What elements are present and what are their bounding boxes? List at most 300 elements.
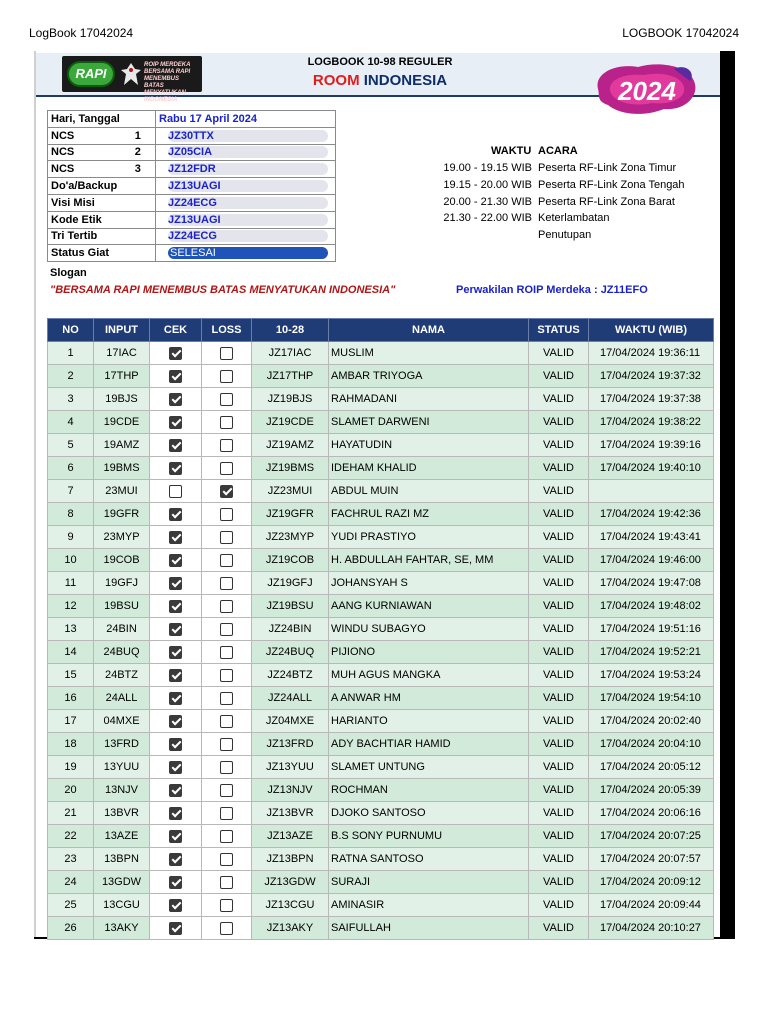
cell-status: VALID	[529, 848, 589, 871]
cell-loss	[202, 779, 252, 802]
cell-no: 24	[48, 871, 94, 894]
room-name: INDONESIA	[363, 72, 448, 89]
schedule-head-time: WAKTU	[491, 145, 532, 157]
cell-status: VALID	[529, 549, 589, 572]
info-row	[48, 194, 336, 211]
cell-status: VALID	[529, 595, 589, 618]
cell-callsign: JZ19GFJ	[252, 572, 329, 595]
cell-no: 12	[48, 595, 94, 618]
cell-waktu	[589, 480, 714, 503]
table-row	[48, 595, 714, 618]
cell-callsign: JZ24ALL	[252, 687, 329, 710]
event-info-table	[47, 110, 336, 262]
cell-no: 14	[48, 641, 94, 664]
cell-cek	[150, 434, 202, 457]
schedule-activity: Penutupan	[538, 229, 592, 242]
cell-no: 21	[48, 802, 94, 825]
cek-checkbox[interactable]	[169, 600, 182, 613]
table-row	[48, 480, 714, 503]
cell-nama: JOHANSYAH S	[329, 572, 529, 595]
cell-input: 19GFR	[94, 503, 150, 526]
cell-input: 13BPN	[94, 848, 150, 871]
rapi-logo	[62, 56, 202, 103]
loss-checkbox[interactable]	[220, 669, 233, 682]
cell-nama: PIJIONO	[329, 641, 529, 664]
table-row	[48, 687, 714, 710]
cek-checkbox[interactable]	[169, 393, 182, 406]
cell-input: 23MYP	[94, 526, 150, 549]
cell-input: 24BIN	[94, 618, 150, 641]
col-input: INPUT	[94, 319, 150, 342]
info-value: JZ24ECG	[168, 230, 328, 242]
page-header-right: LOGBOOK 17042024	[622, 26, 739, 40]
cell-status: VALID	[529, 618, 589, 641]
col-callsign: 10-28	[252, 319, 329, 342]
cek-checkbox[interactable]	[169, 738, 182, 751]
loss-checkbox[interactable]	[220, 922, 233, 935]
loss-checkbox[interactable]	[220, 784, 233, 797]
cek-checkbox[interactable]	[169, 899, 182, 912]
schedule-activity: Peserta RF-Link Zona Timur	[538, 162, 677, 174]
col-status: STATUS	[529, 319, 589, 342]
cek-checkbox[interactable]	[169, 531, 182, 544]
cell-status: VALID	[529, 388, 589, 411]
cell-cek	[150, 503, 202, 526]
cek-checkbox[interactable]	[169, 508, 182, 521]
cek-checkbox[interactable]	[169, 853, 182, 866]
cell-no: 7	[48, 480, 94, 503]
info-key: Status Giat	[48, 245, 156, 262]
cell-nama: MUSLIM	[329, 342, 529, 365]
cell-nama: ADY BACHTIAR HAMID	[329, 733, 529, 756]
cell-input: 13BVR	[94, 802, 150, 825]
loss-checkbox[interactable]	[220, 393, 233, 406]
cell-input: 13AZE	[94, 825, 150, 848]
col-no: NO	[48, 319, 94, 342]
cell-status: VALID	[529, 917, 589, 940]
cell-waktu: 17/04/2024 19:47:08	[589, 572, 714, 595]
table-row	[48, 848, 714, 871]
schedule-head-activity: ACARA	[538, 145, 578, 157]
loss-checkbox[interactable]	[220, 738, 233, 751]
cell-input: 19BSU	[94, 595, 150, 618]
cek-checkbox[interactable]	[169, 347, 182, 360]
eagle-icon	[120, 61, 142, 87]
cell-no: 22	[48, 825, 94, 848]
cell-loss	[202, 595, 252, 618]
cell-callsign: JZ13BPN	[252, 848, 329, 871]
cek-checkbox[interactable]	[169, 830, 182, 843]
cek-checkbox[interactable]	[169, 784, 182, 797]
cell-input: 24ALL	[94, 687, 150, 710]
cell-nama: SLAMET UNTUNG	[329, 756, 529, 779]
cell-status: VALID	[529, 894, 589, 917]
cell-loss	[202, 503, 252, 526]
table-row	[48, 526, 714, 549]
cell-cek	[150, 480, 202, 503]
cell-waktu: 17/04/2024 20:09:12	[589, 871, 714, 894]
cell-callsign: JZ17IAC	[252, 342, 329, 365]
room-word: ROOM	[312, 72, 360, 89]
info-value: JZ05CIA	[168, 146, 328, 158]
cell-waktu: 17/04/2024 19:42:36	[589, 503, 714, 526]
cell-no: 19	[48, 756, 94, 779]
cell-status: VALID	[529, 365, 589, 388]
loss-checkbox[interactable]	[220, 853, 233, 866]
cek-checkbox[interactable]	[169, 761, 182, 774]
cell-loss	[202, 825, 252, 848]
cell-loss	[202, 365, 252, 388]
loss-checkbox[interactable]	[220, 554, 233, 567]
cek-checkbox[interactable]	[169, 577, 182, 590]
info-key: Kode Etik	[48, 211, 156, 228]
table-row	[48, 365, 714, 388]
loss-checkbox[interactable]	[220, 646, 233, 659]
cell-loss	[202, 710, 252, 733]
cell-no: 15	[48, 664, 94, 687]
loss-checkbox[interactable]	[220, 347, 233, 360]
cell-cek	[150, 825, 202, 848]
cell-nama: MUH AGUS MANGKA	[329, 664, 529, 687]
cell-nama: SAIFULLAH	[329, 917, 529, 940]
schedule-activity: Peserta RF-Link Zona Tengah	[538, 178, 685, 191]
cell-input: 24BTZ	[94, 664, 150, 687]
cell-nama: FACHRUL RAZI MZ	[329, 503, 529, 526]
cell-status: VALID	[529, 687, 589, 710]
cell-cek	[150, 618, 202, 641]
cell-status: VALID	[529, 480, 589, 503]
cell-waktu: 17/04/2024 20:09:44	[589, 894, 714, 917]
schedule-activity: Keterlambatan	[538, 212, 610, 225]
cell-cek	[150, 388, 202, 411]
logo-caption: ROIP MERDEKA BERSAMA RAPI MENEMBUS BATAS MENYATUKAN INDONESIA	[144, 62, 191, 103]
cell-cek	[150, 894, 202, 917]
cell-nama: A ANWAR HM	[329, 687, 529, 710]
cek-checkbox[interactable]	[169, 715, 182, 728]
table-row	[48, 917, 714, 940]
loss-checkbox[interactable]	[220, 761, 233, 774]
cell-loss	[202, 342, 252, 365]
cell-input: 13AKY	[94, 917, 150, 940]
table-row	[48, 802, 714, 825]
table-row	[48, 549, 714, 572]
loss-checkbox[interactable]	[220, 439, 233, 452]
cell-loss	[202, 894, 252, 917]
loss-checkbox[interactable]	[220, 577, 233, 590]
cek-checkbox[interactable]	[169, 646, 182, 659]
cell-no: 16	[48, 687, 94, 710]
info-row	[48, 111, 336, 128]
cell-callsign: JZ24BTZ	[252, 664, 329, 687]
loss-checkbox[interactable]	[220, 830, 233, 843]
cell-waktu: 17/04/2024 20:10:27	[589, 917, 714, 940]
cell-loss	[202, 549, 252, 572]
table-row	[48, 779, 714, 802]
loss-checkbox[interactable]	[220, 623, 233, 636]
cell-input: 19COB	[94, 549, 150, 572]
cek-checkbox[interactable]	[169, 370, 182, 383]
cell-nama: ROCHMAN	[329, 779, 529, 802]
page-header-left: LogBook 17042024	[29, 26, 134, 40]
table-row	[48, 710, 714, 733]
cell-waktu: 17/04/2024 19:54:10	[589, 687, 714, 710]
cell-waktu: 17/04/2024 20:07:57	[589, 848, 714, 871]
cell-waktu: 17/04/2024 19:36:11	[589, 342, 714, 365]
cell-no: 3	[48, 388, 94, 411]
loss-checkbox[interactable]	[220, 692, 233, 705]
cek-checkbox[interactable]	[169, 439, 182, 452]
cell-cek	[150, 595, 202, 618]
cell-loss	[202, 802, 252, 825]
table-row	[48, 342, 714, 365]
cell-status: VALID	[529, 503, 589, 526]
cell-callsign: JZ13FRD	[252, 733, 329, 756]
cell-input: 19BMS	[94, 457, 150, 480]
cell-cek	[150, 572, 202, 595]
cek-checkbox[interactable]	[169, 692, 182, 705]
cek-checkbox[interactable]	[169, 922, 182, 935]
cell-loss	[202, 641, 252, 664]
cell-callsign: JZ17THP	[252, 365, 329, 388]
cell-waktu: 17/04/2024 19:37:38	[589, 388, 714, 411]
cell-cek	[150, 664, 202, 687]
schedule-time: 19.00 - 19.15 WIB	[443, 162, 532, 174]
cell-loss	[202, 526, 252, 549]
cell-waktu: 17/04/2024 19:48:02	[589, 595, 714, 618]
table-row	[48, 664, 714, 687]
cell-loss	[202, 457, 252, 480]
cell-waktu: 17/04/2024 19:53:24	[589, 664, 714, 687]
cell-input: 13CGU	[94, 894, 150, 917]
room-title	[270, 72, 490, 89]
cell-waktu: 17/04/2024 19:43:41	[589, 526, 714, 549]
info-number: 3	[121, 161, 156, 178]
table-row	[48, 618, 714, 641]
cell-callsign: JZ19BJS	[252, 388, 329, 411]
cell-nama: AMINASIR	[329, 894, 529, 917]
loss-checkbox[interactable]	[220, 531, 233, 544]
cell-callsign: JZ13CGU	[252, 894, 329, 917]
cell-cek	[150, 549, 202, 572]
info-key: Hari, Tanggal	[48, 111, 156, 128]
info-row	[48, 245, 336, 262]
cell-cek	[150, 802, 202, 825]
info-key: Visi Misi	[48, 194, 156, 211]
table-row	[48, 434, 714, 457]
cell-loss	[202, 618, 252, 641]
cell-callsign: JZ19BMS	[252, 457, 329, 480]
table-row	[48, 411, 714, 434]
cell-waktu: 17/04/2024 19:38:22	[589, 411, 714, 434]
cell-no: 13	[48, 618, 94, 641]
cek-checkbox[interactable]	[169, 807, 182, 820]
cell-no: 5	[48, 434, 94, 457]
cell-status: VALID	[529, 434, 589, 457]
cell-waktu: 17/04/2024 19:51:16	[589, 618, 714, 641]
cell-status: VALID	[529, 779, 589, 802]
cell-cek	[150, 710, 202, 733]
cell-loss	[202, 664, 252, 687]
loss-checkbox[interactable]	[220, 715, 233, 728]
cell-loss	[202, 871, 252, 894]
cell-no: 11	[48, 572, 94, 595]
col-waktu: WAKTU (WIB)	[589, 319, 714, 342]
schedule-time: 21.30 - 22.00 WIB	[443, 212, 532, 225]
cell-waktu: 17/04/2024 20:06:16	[589, 802, 714, 825]
cell-status: VALID	[529, 871, 589, 894]
cell-cek	[150, 779, 202, 802]
cell-status: VALID	[529, 526, 589, 549]
cell-no: 6	[48, 457, 94, 480]
year-2024-splash	[590, 59, 700, 119]
cell-cek	[150, 733, 202, 756]
cell-callsign: JZ13NJV	[252, 779, 329, 802]
cell-nama: DJOKO SANTOSO	[329, 802, 529, 825]
cek-checkbox[interactable]	[169, 416, 182, 429]
cell-loss	[202, 480, 252, 503]
cell-cek	[150, 687, 202, 710]
cell-input: 19CDE	[94, 411, 150, 434]
cell-callsign: JZ19GFR	[252, 503, 329, 526]
info-row	[48, 178, 336, 195]
schedule-activity: Peserta RF-Link Zona Barat	[538, 195, 675, 208]
info-key: NCS	[48, 161, 121, 178]
cell-status: VALID	[529, 733, 589, 756]
cell-callsign: JZ13GDW	[252, 871, 329, 894]
table-row	[48, 641, 714, 664]
loss-checkbox[interactable]	[220, 600, 233, 613]
cell-nama: HAYATUDIN	[329, 434, 529, 457]
cell-input: 19AMZ	[94, 434, 150, 457]
cell-cek	[150, 526, 202, 549]
cell-callsign: JZ04MXE	[252, 710, 329, 733]
cell-loss	[202, 388, 252, 411]
cell-callsign: JZ13YUU	[252, 756, 329, 779]
cek-checkbox[interactable]	[169, 554, 182, 567]
cell-cek	[150, 457, 202, 480]
cell-nama: ABDUL MUIN	[329, 480, 529, 503]
info-row	[48, 211, 336, 228]
cell-nama: WINDU SUBAGYO	[329, 618, 529, 641]
cell-nama: B.S SONY PURNUMU	[329, 825, 529, 848]
cek-checkbox[interactable]	[169, 876, 182, 889]
cell-nama: YUDI PRASTIYO	[329, 526, 529, 549]
cell-input: 13FRD	[94, 733, 150, 756]
info-value: Rabu 17 April 2024	[159, 112, 258, 125]
info-row	[48, 127, 336, 144]
splash-year: 2024	[618, 76, 676, 106]
cell-status: VALID	[529, 457, 589, 480]
cell-callsign: JZ13AKY	[252, 917, 329, 940]
info-number: 1	[121, 127, 156, 144]
cell-waktu: 17/04/2024 19:52:21	[589, 641, 714, 664]
info-key: NCS	[48, 127, 121, 144]
info-value: JZ30TTX	[168, 130, 328, 142]
info-row	[48, 228, 336, 245]
cell-waktu: 17/04/2024 20:07:25	[589, 825, 714, 848]
cek-checkbox[interactable]	[169, 669, 182, 682]
cell-no: 23	[48, 848, 94, 871]
info-key: Do'a/Backup	[48, 178, 156, 195]
cell-cek	[150, 641, 202, 664]
table-row	[48, 572, 714, 595]
roip-representative: Perwakilan ROIP Merdeka : JZ11EFO	[456, 284, 648, 296]
table-row	[48, 894, 714, 917]
info-key: NCS	[48, 144, 121, 161]
info-value: JZ13UAGI	[168, 180, 328, 192]
cell-waktu: 17/04/2024 20:05:39	[589, 779, 714, 802]
loss-checkbox[interactable]	[220, 807, 233, 820]
table-header-row	[48, 319, 714, 342]
cell-nama: RATNA SANTOSO	[329, 848, 529, 871]
cell-callsign: JZ24BIN	[252, 618, 329, 641]
cell-no: 20	[48, 779, 94, 802]
cell-nama: RAHMADANI	[329, 388, 529, 411]
cell-status: VALID	[529, 664, 589, 687]
loss-checkbox[interactable]	[220, 462, 233, 475]
cell-nama: AMBAR TRIYOGA	[329, 365, 529, 388]
cell-cek	[150, 871, 202, 894]
cell-callsign: JZ13BVR	[252, 802, 329, 825]
loss-checkbox[interactable]	[220, 508, 233, 521]
cell-cek	[150, 342, 202, 365]
info-number: 2	[121, 144, 156, 161]
loss-checkbox[interactable]	[220, 485, 233, 498]
loss-checkbox[interactable]	[220, 370, 233, 383]
cell-input: 13YUU	[94, 756, 150, 779]
cell-waktu: 17/04/2024 20:05:12	[589, 756, 714, 779]
cell-waktu: 17/04/2024 19:40:10	[589, 457, 714, 480]
sheet-border-right	[720, 51, 735, 939]
cell-no: 1	[48, 342, 94, 365]
cell-nama: HARIANTO	[329, 710, 529, 733]
cell-status: VALID	[529, 641, 589, 664]
loss-checkbox[interactable]	[220, 899, 233, 912]
cek-checkbox[interactable]	[169, 485, 182, 498]
cell-waktu: 17/04/2024 19:46:00	[589, 549, 714, 572]
cell-nama: IDEHAM KHALID	[329, 457, 529, 480]
cell-status: VALID	[529, 710, 589, 733]
cell-cek	[150, 756, 202, 779]
cell-status: VALID	[529, 756, 589, 779]
cell-status: VALID	[529, 411, 589, 434]
info-value: JZ12FDR	[168, 163, 328, 175]
cell-loss	[202, 733, 252, 756]
cek-checkbox[interactable]	[169, 462, 182, 475]
cell-waktu: 17/04/2024 19:37:32	[589, 365, 714, 388]
cell-input: 19GFJ	[94, 572, 150, 595]
col-cek: CEK	[150, 319, 202, 342]
table-row	[48, 503, 714, 526]
cell-input: 13GDW	[94, 871, 150, 894]
cell-cek	[150, 848, 202, 871]
cell-callsign: JZ23MUI	[252, 480, 329, 503]
cell-waktu: 17/04/2024 20:04:10	[589, 733, 714, 756]
cell-status: VALID	[529, 802, 589, 825]
info-row	[48, 161, 336, 178]
cell-input: 17THP	[94, 365, 150, 388]
cell-cek	[150, 917, 202, 940]
loss-checkbox[interactable]	[220, 416, 233, 429]
cell-status: VALID	[529, 572, 589, 595]
info-row	[48, 144, 336, 161]
table-row	[48, 825, 714, 848]
loss-checkbox[interactable]	[220, 876, 233, 889]
cek-checkbox[interactable]	[169, 623, 182, 636]
sheet-border-left	[34, 51, 36, 939]
cell-cek	[150, 411, 202, 434]
cell-input: 13NJV	[94, 779, 150, 802]
